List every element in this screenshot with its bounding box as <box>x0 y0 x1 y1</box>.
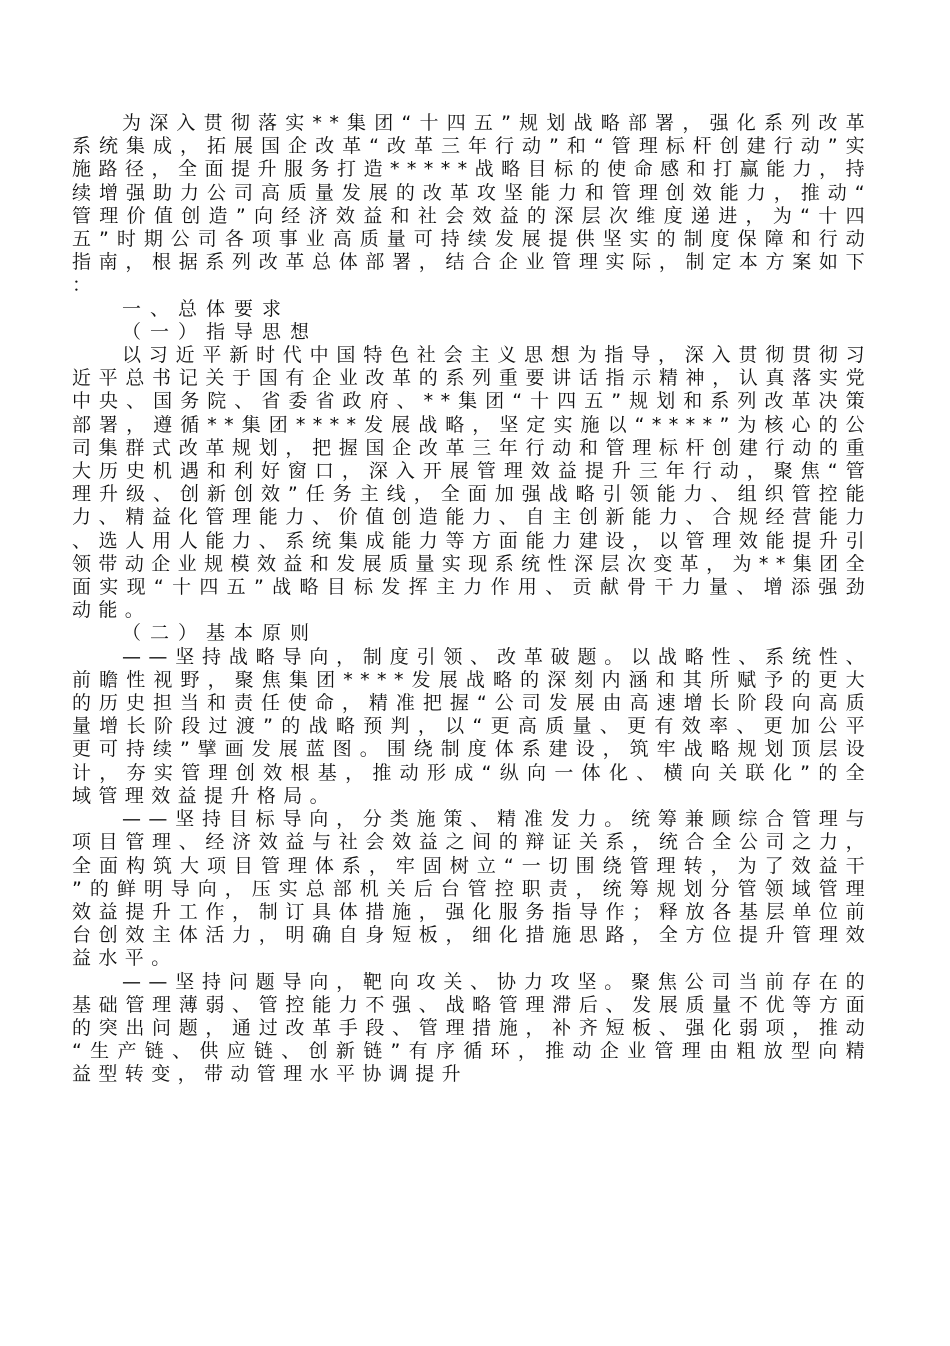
document-body <box>72 112 872 1087</box>
subsection-heading-basic-principles: （二）基本原则 <box>122 622 319 645</box>
guiding-ideology-paragraph: 以习近平新时代中国特色社会主义思想为指导，深入贯彻贯彻习近平总书记关于国有企业改革的系列重要讲话指示精神，认真落实党中央、国务院、省委省政府、**集团“十四五”规划和系列改革决策部署，遵循**集团****发展战略，坚定实施以“****”为核心的公司集群式改革规划，把握国企改革三年行动和管理标杆创建行动的重大历史机遇和利好窗口，深入开展管理效益提升三年行动，聚焦“管理升级、创新创效”任务主线，全面加强战略引领能力、组织管控能力、精益化管理能力、价值创造能力、自主创新能力、合规经营能力、选人用人能力、系统集成能力等方面能力建设，以管理效能提升引领带动企业规模效益和发展质量实现系统性深层次变革，为**集团全面实现“十四五”战略目标发挥主力作用、贡献骨干力量、增添强劲动能。 <box>72 344 872 622</box>
principle-problem-paragraph: ——坚持问题导向，靶向攻关、协力攻坚。聚焦公司当前存在的基础管理薄弱、管控能力不强、战略管理滞后、发展质量不优等方面的突出问题，通过改革手段、管理措施，补齐短板、强化弱项，推动“生产链、供应链、创新链”有序循环，推动企业管理由粗放型向精益型转变，带动管理水平协调提升 <box>72 970 872 1086</box>
subsection-heading-guiding-ideology: （一）指导思想 <box>122 320 319 343</box>
principle-strategy-paragraph: ——坚持战略导向，制度引领、改革破题。以战略性、系统性、前瞻性视野，聚焦集团****发展战略的深刻内涵和其所赋予的更大的历史担当和责任使命，精准把握“公司发展由高速增长阶段向高质量增长阶段过渡”的战略预判，以“更高质量、更有效率、更加公平更可持续”擘画发展蓝图。围绕制度体系建设，筑牢战略规划顶层设计，夯实管理创效根基，推动形成“纵向一体化、横向关联化”的全域管理效益提升格局。 <box>72 645 872 807</box>
section-heading-overall-requirements: 一、总体要求 <box>122 297 291 320</box>
principle-target-paragraph: ——坚持目标导向，分类施策、精准发力。统筹兼顾综合管理与项目管理、经济效益与社会效益之间的辩证关系，统合全公司之力，全面构筑大项目管理体系，牢固树立“一切围绕管理转，为了效益干”的鲜明导向，压实总部机关后台管控职责，统筹规划分管领域管理效益提升工作，制订具体措施，强化服务指导作；释放各基层单位前台创效主体活力，明确自身短板，细化措施思路，全方位提升管理效益水平。 <box>72 808 872 970</box>
intro-paragraph: 为深入贯彻落实**集团“十四五”规划战略部署，强化系列改革系统集成，拓展国企改革“改革三年行动”和“管理标杆创建行动”实施路径，全面提升服务打造*****战略目标的使命感和打赢能力，持续增强助力公司高质量发展的改革攻坚能力和管理创效能力，推动“管理价值创造”向经济效益和社会效益的深层次维度递进，为“十四五”时期公司各项事业高质量可持续发展提供坚实的制度保障和行动指南，根据系列改革总体部署，结合企业管理实际，制定本方案如下： <box>72 112 872 297</box>
